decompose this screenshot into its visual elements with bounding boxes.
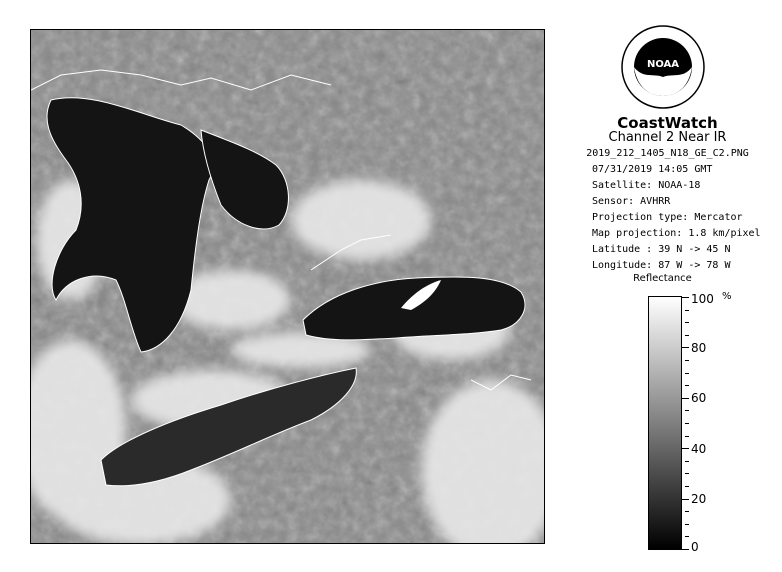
colorbar-unit: % [722, 291, 732, 302]
colorbar-minor-tick [681, 549, 689, 550]
colorbar-minor-tick [685, 322, 689, 323]
colorbar-minor-tick [681, 499, 689, 500]
colorbar-minor-tick [685, 524, 689, 525]
colorbar-minor-tick [685, 486, 689, 487]
satellite-info: Satellite: NOAA-18 [592, 180, 701, 191]
colorbar-minor-tick [685, 473, 689, 474]
app-title: CoastWatch [617, 114, 718, 132]
latitude-range: Latitude : 39 N -> 45 N [592, 244, 731, 255]
colorbar-tick: 0 [691, 540, 699, 554]
satellite-map [31, 30, 544, 543]
longitude-range: Longitude: 87 W -> 78 W [592, 260, 731, 271]
colorbar-minor-tick [685, 436, 689, 437]
colorbar-minor-tick [685, 423, 689, 424]
map-projection: Map projection: 1.8 km/pixel [592, 228, 761, 239]
colorbar-tick: 20 [691, 492, 707, 506]
colorbar-tick: 100 [691, 292, 714, 306]
colorbar-minor-tick [685, 536, 689, 537]
projection-type: Projection type: Mercator [592, 212, 743, 223]
datetime: 07/31/2019 14:05 GMT [592, 164, 713, 175]
sensor-info: Sensor: AVHRR [592, 196, 671, 207]
colorbar-minor-tick [681, 448, 689, 449]
colorbar-minor-tick [685, 360, 689, 361]
colorbar [648, 296, 682, 550]
colorbar-minor-tick [681, 297, 689, 298]
satellite-image [30, 29, 545, 544]
image-filename: 2019_212_1405_N18_GE_C2.PNG [586, 148, 749, 159]
colorbar-label: Reflectance [633, 273, 692, 284]
colorbar-minor-tick [685, 335, 689, 336]
colorbar-minor-tick [685, 385, 689, 386]
noaa-logo [621, 25, 705, 109]
colorbar-minor-tick [685, 410, 689, 411]
colorbar-tick: 80 [691, 341, 707, 355]
colorbar-minor-tick [681, 398, 689, 399]
colorbar-minor-tick [685, 461, 689, 462]
colorbar-minor-tick [685, 511, 689, 512]
colorbar-minor-tick [681, 347, 689, 348]
logo-text: NOAA [646, 59, 680, 70]
colorbar-tick: 40 [691, 442, 707, 456]
colorbar-minor-tick [685, 373, 689, 374]
colorbar-tick: 60 [691, 391, 707, 405]
channel-subtitle: Channel 2 Near IR [608, 130, 727, 145]
colorbar-minor-tick [685, 310, 689, 311]
